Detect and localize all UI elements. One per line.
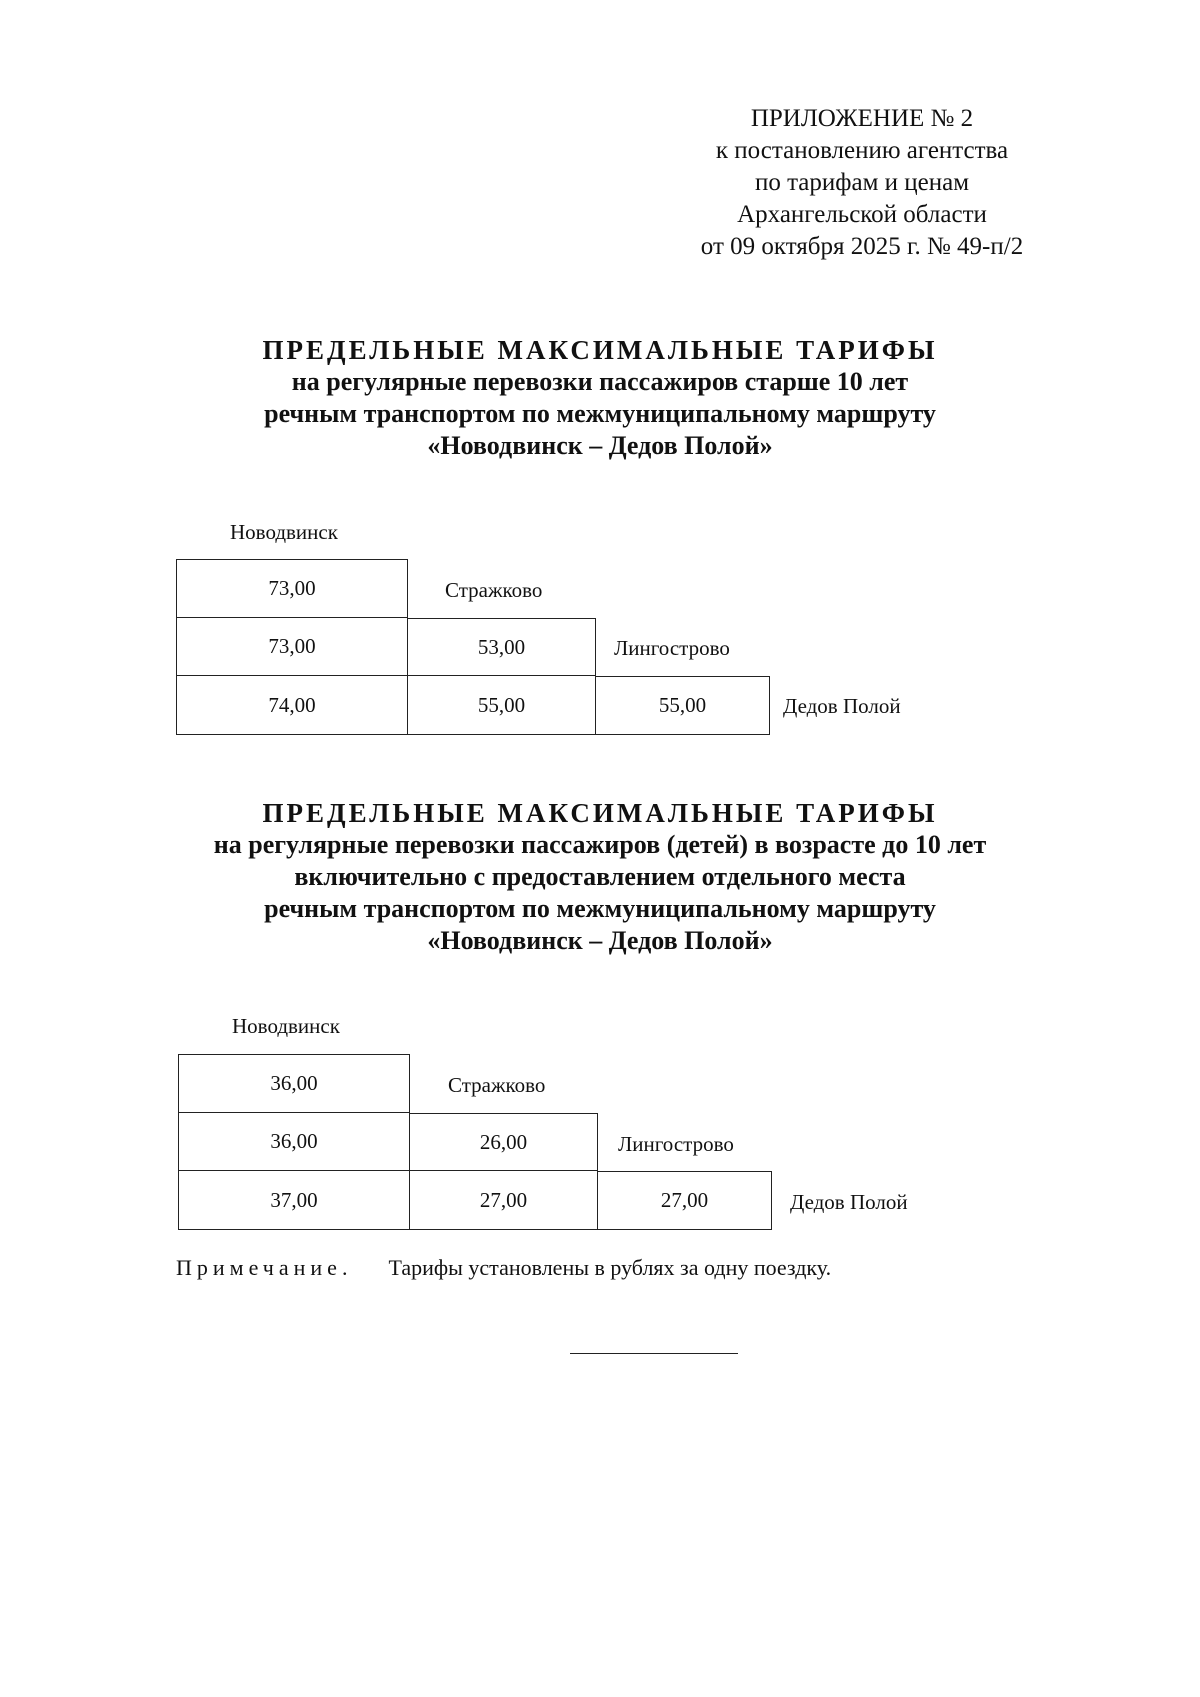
section1-subtitle-1: на регулярные перевозки пассажиров старше 10 лет: [291, 367, 909, 396]
fare-cell: 36,00: [178, 1054, 410, 1113]
section1-subtitle-2: речным транспортом по межмуниципальному маршруту: [264, 399, 936, 428]
appendix-date-number: от 09 октября 2025 г. № 49-п/2: [700, 233, 1024, 260]
appendix-region: Архангельской области: [737, 201, 987, 228]
section2-title: ПРЕДЕЛЬНЫЕ МАКСИМАЛЬНЫЕ ТАРИФЫ: [262, 798, 938, 828]
fare-cell: 27,00: [410, 1171, 598, 1230]
end-rule: [570, 1353, 738, 1354]
section2-subtitle-1: на регулярные перевозки пассажиров (детей) в возрасте до 10 лет: [213, 830, 987, 859]
station-strazhkovo: Стражково: [445, 578, 543, 602]
fare-cell: 73,00: [176, 618, 408, 676]
station-lingostrovo: Лингострово: [618, 1132, 734, 1156]
fare-cell: 27,00: [598, 1171, 772, 1230]
section2-heading: [150, 797, 1050, 957]
section1-route: «Новодвинск – Дедов Полой»: [427, 431, 773, 460]
appendix-number: ПРИЛОЖЕНИЕ № 2: [750, 105, 974, 132]
fare-cell: 53,00: [408, 618, 596, 676]
station-strazhkovo: Стражково: [448, 1073, 546, 1097]
section1-heading: [150, 334, 1050, 462]
fare-cell: 26,00: [410, 1113, 598, 1171]
note: [176, 1255, 831, 1281]
note-text: Тарифы установлены в рублях за одну поездку.: [388, 1255, 832, 1280]
appendix-resolution: к постановлению агентства: [715, 137, 1009, 164]
station-dedov-poloy: Дедов Полой: [790, 1190, 908, 1214]
fare-cell: 55,00: [408, 676, 596, 735]
station-dedov-poloy: Дедов Полой: [783, 694, 901, 718]
section2-subtitle-3: речным транспортом по межмуниципальному маршруту: [264, 894, 936, 923]
section2-subtitle-2: включительно с предоставлением отдельного места: [294, 862, 906, 891]
fare-cell: 73,00: [176, 559, 408, 618]
fare-cell: 55,00: [596, 676, 770, 735]
fare-cell: 74,00: [176, 676, 408, 735]
appendix-agency: по тарифам и ценам: [754, 169, 970, 196]
section1-title: ПРЕДЕЛЬНЫЕ МАКСИМАЛЬНЫЕ ТАРИФЫ: [262, 335, 938, 365]
station-novodvinsk: Новодвинск: [230, 520, 338, 544]
note-label: Примечание.: [176, 1255, 353, 1280]
station-lingostrovo: Лингострово: [614, 636, 730, 660]
fare-cell: 37,00: [178, 1171, 410, 1230]
appendix-block: [652, 103, 1072, 263]
section2-route: «Новодвинск – Дедов Полой»: [427, 926, 773, 955]
fare-cell: 36,00: [178, 1113, 410, 1171]
station-novodvinsk: Новодвинск: [232, 1014, 340, 1038]
